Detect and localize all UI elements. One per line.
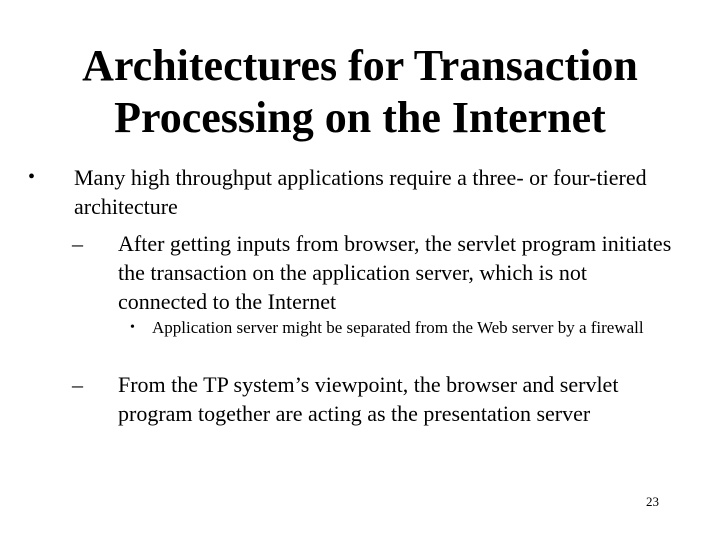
bullet-level-2-second — [72, 370, 678, 428]
bullet-level-2-first-text: After getting inputs from browser, the servlet program initiates the transaction on the application server, which is not connected to the Internet — [118, 231, 672, 314]
sub-bullet-dot-icon: • — [130, 320, 135, 335]
page-number: 23 — [646, 494, 659, 509]
bullet-level-1 — [28, 163, 674, 221]
bullet-level-3-text: Application server might be separated from the Web server by a firewall — [152, 318, 644, 337]
slide-title-line-2: Processing on the Internet — [114, 93, 606, 142]
slide-title-line-1: Architectures for Transaction — [82, 41, 638, 90]
bullet-level-2-first — [72, 229, 678, 316]
bullet-dot-icon: • — [28, 166, 36, 188]
bullet-level-2-second-text: From the TP system’s viewpoint, the browser and servlet program together are acting as the presentation server — [118, 372, 619, 426]
slide-title — [40, 40, 680, 144]
bullet-level-1-text: Many high throughput applications require a three- or four-tiered architecture — [74, 165, 647, 219]
dash-icon: – — [72, 231, 83, 256]
bullet-level-3 — [130, 316, 672, 340]
dash-icon: – — [72, 372, 83, 397]
